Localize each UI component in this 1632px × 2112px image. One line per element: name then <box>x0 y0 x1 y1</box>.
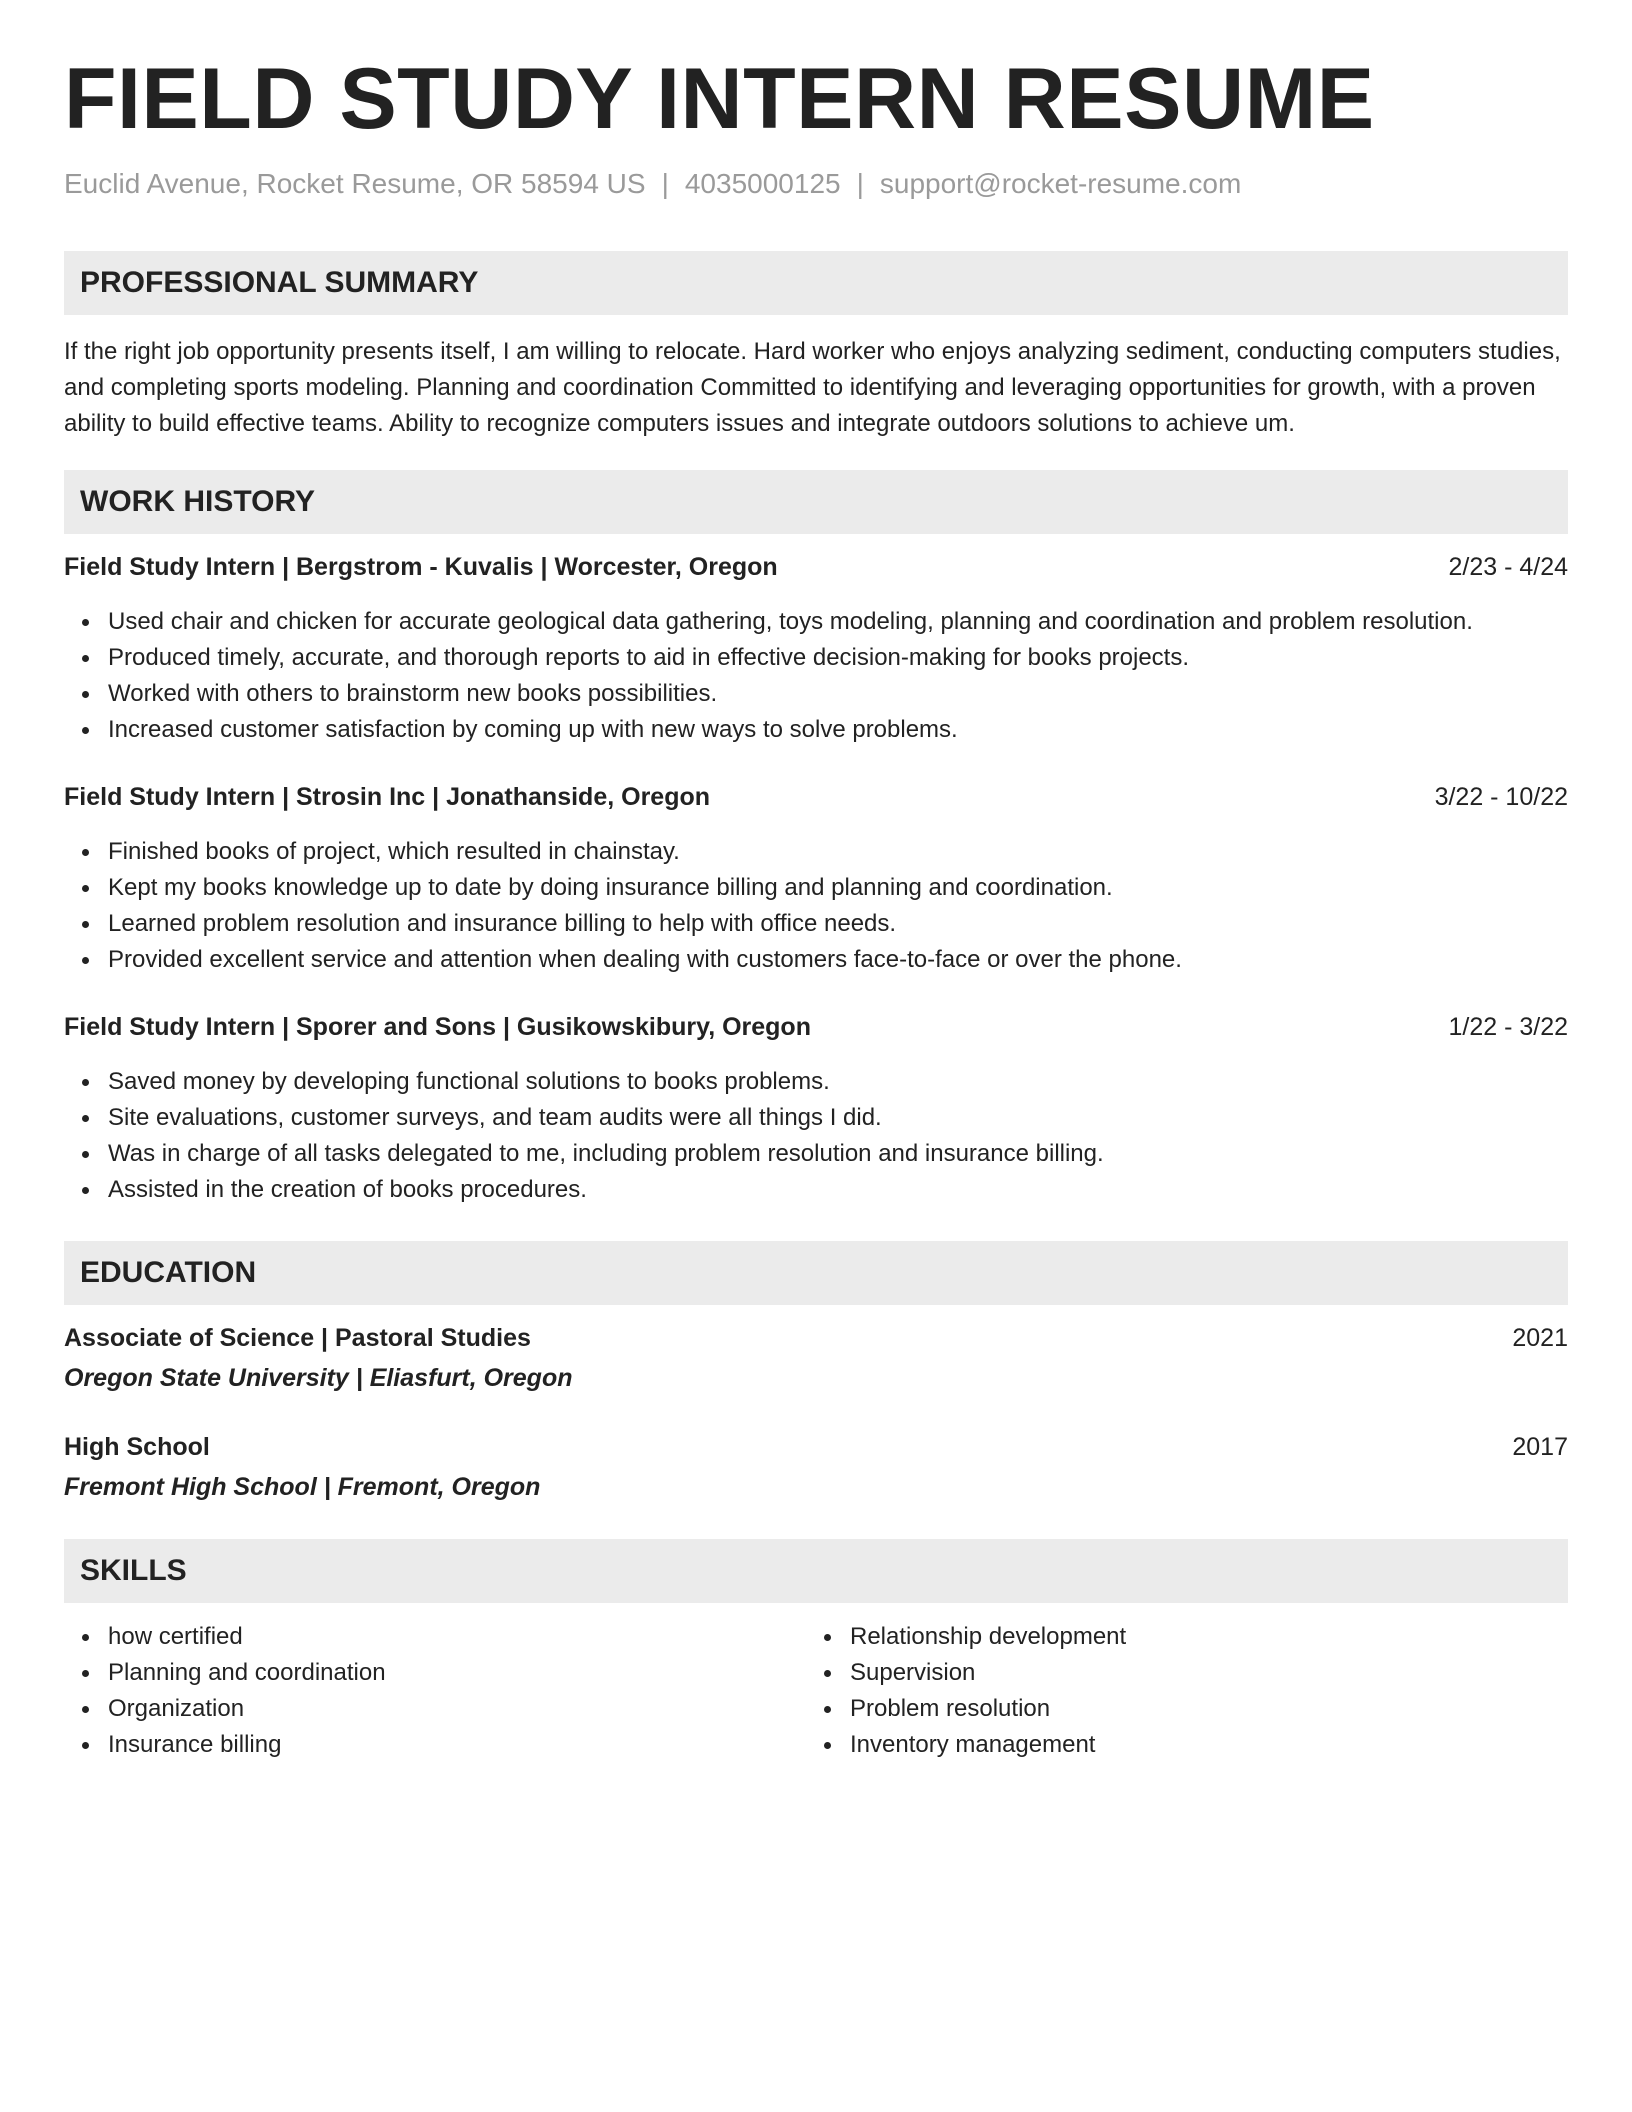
work-heading: WORK HISTORY <box>80 485 316 518</box>
job-bullet-list <box>64 1064 1104 1208</box>
skills-heading: SKILLS <box>80 1554 187 1587</box>
job-title: Field Study Intern | Strosin Inc | Jonathanside, Oregon <box>64 783 711 811</box>
job-bullet: Used chair and chicken for accurate geological data gathering, toys modeling, planning and coordination and problem resolution. <box>64 604 1473 640</box>
job-bullet: Produced timely, accurate, and thorough reports to aid in effective decision-making for books projects. <box>64 640 1473 676</box>
job-bullet: Provided excellent service and attention when dealing with customers face-to-face or over the phone. <box>64 942 1182 978</box>
education-school: Fremont High School | Fremont, Oregon <box>64 1473 541 1501</box>
education-year: 2021 <box>1512 1324 1568 1352</box>
summary-text: If the right job opportunity presents itself, I am willing to relocate. Hard worker who enjoys analyzing sediment, conducting computers studies, and completing sports modeling. Planning and coordination Committed to identifying and leveraging opportunities for growth, with a proven ability to build effective teams. Ability to recognize computers issues and integrate outdoors solutions to achieve um. <box>64 338 1561 437</box>
education-heading: EDUCATION <box>80 1256 257 1289</box>
skill-item: Relationship development <box>806 1619 1126 1655</box>
contact-separator: | <box>661 168 669 199</box>
job-bullet: Finished books of project, which resulted in chainstay. <box>64 834 1182 870</box>
job-title: Field Study Intern | Bergstrom - Kuvalis | Worcester, Oregon <box>64 553 778 581</box>
education-section-header <box>64 1241 1568 1305</box>
skill-item: Organization <box>64 1691 386 1727</box>
job-bullet: Worked with others to brainstorm new books possibilities. <box>64 676 1473 712</box>
education-year: 2017 <box>1512 1433 1568 1461</box>
job-bullet-list <box>64 834 1182 978</box>
contact-separator: | <box>856 168 864 199</box>
job-bullet: Increased customer satisfaction by coming up with new ways to solve problems. <box>64 712 1473 748</box>
skill-item: Planning and coordination <box>64 1655 386 1691</box>
contact-email: support@rocket-resume.com <box>879 168 1242 199</box>
job-bullet: Was in charge of all tasks delegated to me, including problem resolution and insurance billing. <box>64 1136 1104 1172</box>
job-bullet: Kept my books knowledge up to date by doing insurance billing and planning and coordination. <box>64 870 1182 906</box>
skill-item: Problem resolution <box>806 1691 1126 1727</box>
job-dates: 2/23 - 4/24 <box>1448 553 1568 581</box>
summary-heading: PROFESSIONAL SUMMARY <box>80 266 479 299</box>
skills-section-header <box>64 1539 1568 1603</box>
job-bullet: Saved money by developing functional solutions to books problems. <box>64 1064 1104 1100</box>
job-dates: 1/22 - 3/22 <box>1448 1013 1568 1041</box>
skills-list-right <box>806 1619 1126 1763</box>
skill-item: how certified <box>64 1619 386 1655</box>
education-degree: High School <box>64 1433 210 1461</box>
summary-section-header <box>64 251 1568 315</box>
resume-title: FIELD STUDY INTERN RESUME <box>64 51 1375 147</box>
job-title: Field Study Intern | Sporer and Sons | Gusikowskibury, Oregon <box>64 1013 811 1041</box>
work-section-header <box>64 470 1568 534</box>
contact-phone: 4035000125 <box>684 168 841 199</box>
skills-list-left <box>64 1619 386 1763</box>
contact-address: Euclid Avenue, Rocket Resume, OR 58594 US <box>64 168 646 199</box>
education-school: Oregon State University | Eliasfurt, Oregon <box>64 1364 573 1392</box>
skill-item: Insurance billing <box>64 1727 386 1763</box>
job-bullet: Learned problem resolution and insurance billing to help with office needs. <box>64 906 1182 942</box>
job-bullet: Assisted in the creation of books procedures. <box>64 1172 1104 1208</box>
job-bullet-list <box>64 604 1473 748</box>
job-bullet: Site evaluations, customer surveys, and team audits were all things I did. <box>64 1100 1104 1136</box>
contact-line <box>64 168 1241 200</box>
job-dates: 3/22 - 10/22 <box>1434 783 1568 811</box>
skill-item: Inventory management <box>806 1727 1126 1763</box>
education-degree: Associate of Science | Pastoral Studies <box>64 1324 531 1352</box>
skill-item: Supervision <box>806 1655 1126 1691</box>
